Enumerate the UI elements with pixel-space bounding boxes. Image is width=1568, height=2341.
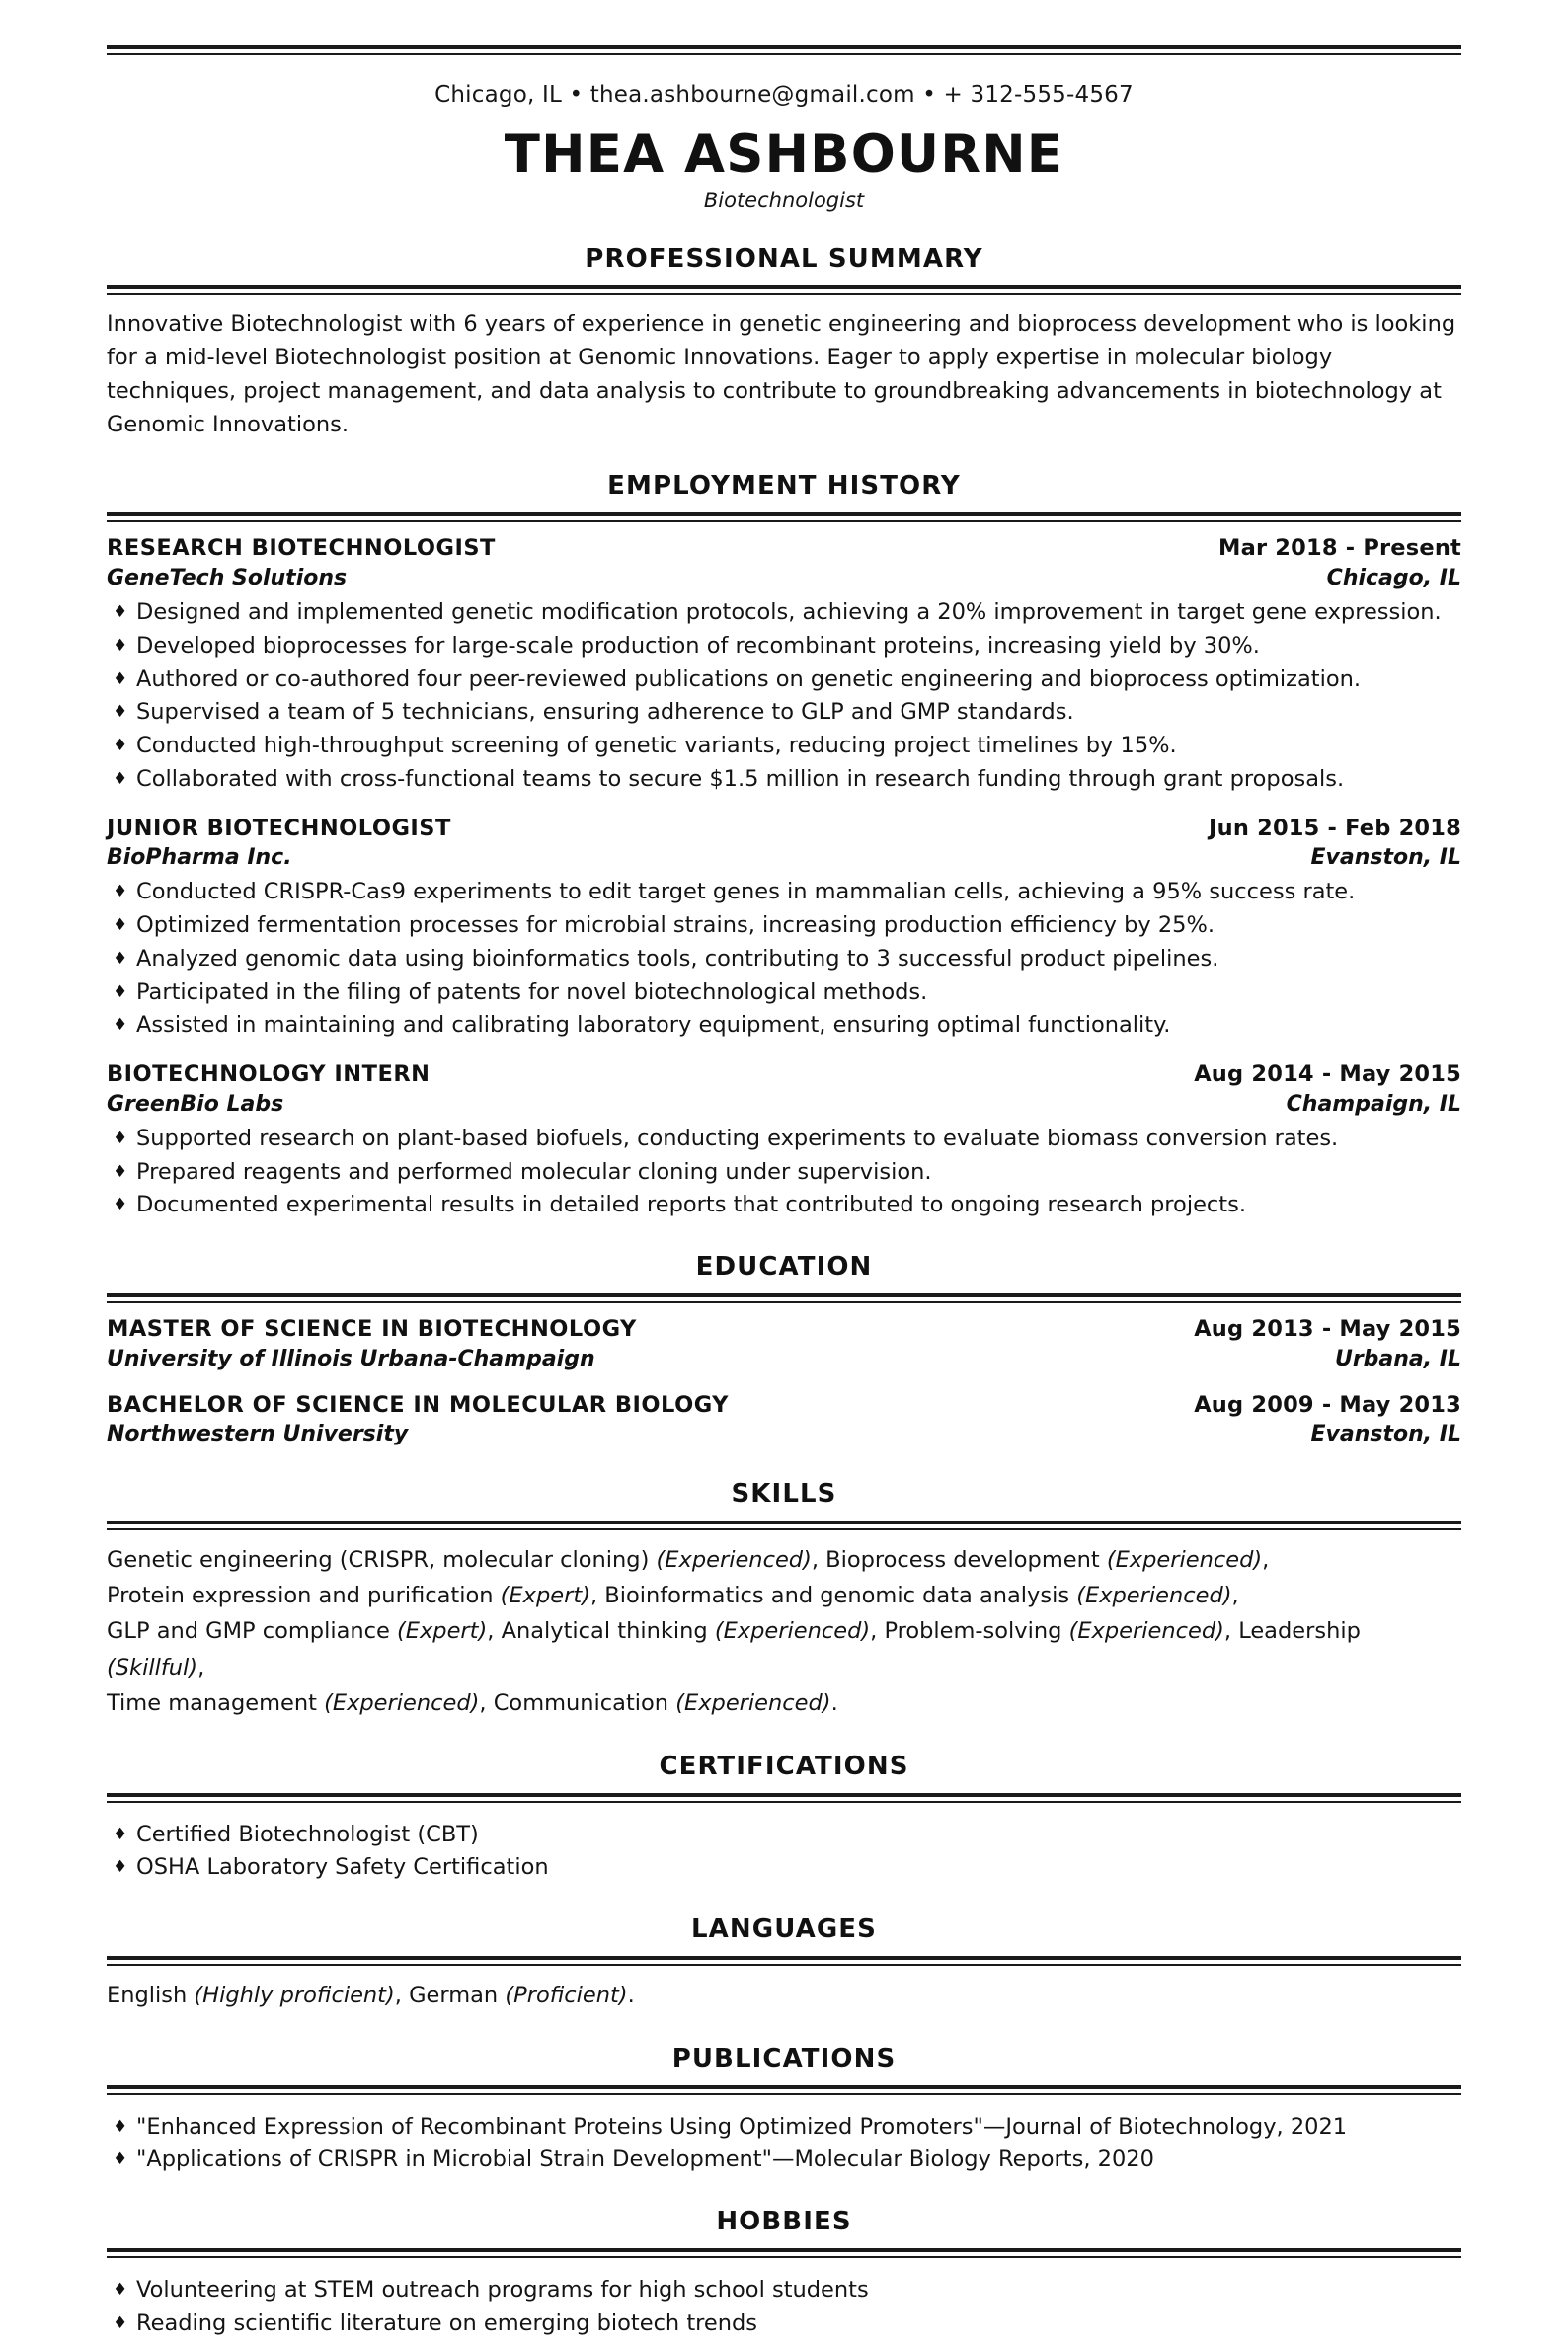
entry-org-row: [107, 843, 1461, 872]
bullet-icon: ♦: [113, 948, 128, 969]
skill-level: (Experienced): [1076, 1582, 1232, 1608]
hobby-item: [107, 2307, 1461, 2341]
bullet-icon: ♦: [113, 1161, 128, 1182]
section-heading-skills: SKILLS: [731, 1478, 837, 1509]
section-rule-hobbies: [107, 2248, 1461, 2258]
section-heading-education: EDUCATION: [695, 1252, 873, 1283]
bullet-icon: ♦: [113, 1015, 128, 1036]
entry-location: Champaign, IL: [1286, 1091, 1461, 1117]
entry-organization: BioPharma Inc.: [107, 845, 292, 871]
entry-bullet-text: Supported research on plant-based biofuels, conducting experiments to evaluate biomass conversion rates.: [136, 1125, 1339, 1151]
entry-bullet: [107, 730, 1461, 763]
education-dates: Aug 2013 - May 2015: [1194, 1316, 1461, 1343]
languages-text: English (Highly proficient), German (Proficient).: [107, 1983, 635, 2009]
skills-line: Genetic engineering (CRISPR, molecular cloning) (Experienced), Bioprocess development (Experienced),: [107, 1546, 1270, 1573]
employment-entry: [107, 815, 1461, 1043]
entry-bullet-list: [107, 1123, 1461, 1222]
bullet-icon: ♦: [113, 2280, 128, 2301]
entry-bullet: [107, 909, 1461, 943]
skill-level: (Experienced): [1106, 1546, 1263, 1573]
certification-item: [107, 1851, 1461, 1885]
bullet-icon: ♦: [113, 882, 128, 902]
skill-level: (Experienced): [656, 1546, 812, 1573]
education-dates: Aug 2009 - May 2013: [1194, 1391, 1461, 1418]
certification-item: [107, 1819, 1461, 1852]
skill-level: (Experienced): [714, 1618, 871, 1645]
employment-entry: [107, 1060, 1461, 1222]
bullet-icon: ♦: [113, 768, 128, 789]
section-rule-certifications: [107, 1793, 1461, 1803]
entry-dates: Aug 2014 - May 2015: [1194, 1061, 1461, 1088]
bullet-icon: ♦: [113, 981, 128, 1002]
publication-item-text: "Enhanced Expression of Recombinant Proteins Using Optimized Promoters"—Journal of Biotechnology, 2021: [136, 2113, 1348, 2140]
entry-role: BIOTECHNOLOGY INTERN: [107, 1061, 431, 1088]
entry-bullet-text: Assisted in maintaining and calibrating laboratory equipment, ensuring optimal functionality.: [136, 1012, 1171, 1039]
entry-bullet-text: Designed and implemented genetic modification protocols, achieving a 20% improvement in target gene expression.: [136, 599, 1442, 626]
section-skills: [107, 1479, 1461, 1722]
publication-item: [107, 2144, 1461, 2177]
resume-header: [107, 81, 1461, 214]
skill-level: (Proficient): [505, 1983, 628, 2009]
entry-bullet: [107, 1123, 1461, 1156]
education-entry: [107, 1391, 1461, 1449]
skill-level: (Experienced): [675, 1690, 831, 1717]
entry-bullet-text: Participated in the filing of patents for novel biotechnological methods.: [136, 978, 928, 1005]
entry-bullet: [107, 696, 1461, 730]
section-hobbies: [107, 2207, 1461, 2341]
education-school: University of Illinois Urbana-Champaign: [107, 1346, 595, 1371]
section-heading-languages: LANGUAGES: [691, 1914, 877, 1945]
bullet-icon: ♦: [113, 702, 128, 723]
bullet-icon: ♦: [113, 635, 128, 656]
entry-bullet: [107, 663, 1461, 697]
entry-bullet: [107, 596, 1461, 630]
section-heading-publications: PUBLICATIONS: [671, 2043, 897, 2073]
section-heading-employment: EMPLOYMENT HISTORY: [607, 471, 961, 502]
skills-line: Time management (Experienced), Communication (Experienced).: [107, 1690, 838, 1717]
summary-text: Innovative Biotechnologist with 6 years of experience in genetic engineering and bioprocess development who is looking for a mid-level Biotechnologist position at Genomic Innovations. Eager to apply expertise in molecular biology techniques, project management, and data analysis to contribute to groundbreaking advancements in biotechnology at Genomic Innovations.: [107, 310, 1456, 438]
skill-level: (Highly proficient): [194, 1983, 395, 2009]
section-rule-publications: [107, 2085, 1461, 2095]
entry-bullet: [107, 976, 1461, 1010]
education-degree-row: [107, 1315, 1461, 1345]
section-languages: [107, 1914, 1461, 2013]
entry-bullet-text: Analyzed genomic data using bioinformatics tools, contributing to 3 successful product pipelines.: [136, 945, 1219, 972]
education-location: Evanston, IL: [1310, 1422, 1461, 1447]
entry-location: Evanston, IL: [1310, 845, 1461, 871]
bullet-icon: ♦: [113, 1857, 128, 1878]
section-heading-certifications: CERTIFICATIONS: [659, 1751, 909, 1781]
certification-item-text: Certified Biotechnologist (CBT): [136, 1821, 479, 1847]
skills-line: Protein expression and purification (Expert), Bioinformatics and genomic data analysis (Experienced),: [107, 1582, 1239, 1608]
entry-bullet-text: Developed bioprocesses for large-scale production of recombinant proteins, increasing yield by 30%.: [136, 632, 1260, 659]
entry-bullet: [107, 630, 1461, 663]
employment-entry: [107, 534, 1461, 796]
bullet-icon: ♦: [113, 2312, 128, 2333]
entry-bullet-text: Prepared reagents and performed molecular cloning under supervision.: [136, 1158, 932, 1185]
entry-dates: Mar 2018 - Present: [1217, 535, 1461, 562]
section-publications: [107, 2044, 1461, 2178]
education-degree: BACHELOR OF SCIENCE IN MOLECULAR BIOLOGY: [107, 1391, 729, 1418]
entry-location: Chicago, IL: [1326, 566, 1461, 591]
entry-role-row: [107, 815, 1461, 844]
publication-item-text: "Applications of CRISPR in Microbial Strain Development"—Molecular Biology Reports, 2020: [136, 2146, 1154, 2173]
section-heading-summary: PROFESSIONAL SUMMARY: [585, 243, 983, 273]
entry-bullet: [107, 1009, 1461, 1043]
entry-bullet: [107, 1156, 1461, 1190]
section-rule-employment: [107, 512, 1461, 522]
skill-level: (Expert): [397, 1618, 488, 1645]
skill-level: (Skillful): [107, 1654, 198, 1680]
bullet-icon: ♦: [113, 1195, 128, 1215]
publication-item: [107, 2111, 1461, 2145]
education-location: Urbana, IL: [1334, 1346, 1461, 1371]
entry-role: JUNIOR BIOTECHNOLOGIST: [107, 815, 451, 841]
education-entry: [107, 1315, 1461, 1373]
entry-bullet-text: Conducted CRISPR-Cas9 experiments to edit target genes in mammalian cells, achieving a 95% success rate.: [136, 879, 1356, 905]
entry-role-row: [107, 1060, 1461, 1090]
bullet-icon: ♦: [113, 1824, 128, 1844]
section-rule-summary: [107, 285, 1461, 295]
hobbies-list: [107, 2274, 1461, 2341]
entry-org-row: [107, 1090, 1461, 1119]
entry-bullet-text: Supervised a team of 5 technicians, ensuring adherence to GLP and GMP standards.: [136, 699, 1074, 726]
entry-role-row: [107, 534, 1461, 564]
employment-entries: [107, 522, 1461, 1222]
page-title: THEA ASHBOURNE: [504, 123, 1064, 185]
education-school-row: [107, 1345, 1461, 1373]
entry-bullet-list: [107, 876, 1461, 1043]
entry-organization: GeneTech Solutions: [107, 566, 348, 591]
skills-line: GLP and GMP compliance (Expert), Analytical thinking (Experienced), Problem-solving (Experienced), Leadership (Skillful),: [107, 1618, 1361, 1680]
bullet-icon: ♦: [113, 1128, 128, 1148]
bullet-icon: ♦: [113, 668, 128, 689]
entry-dates: Jun 2015 - Feb 2018: [1209, 815, 1461, 841]
section-rule-languages: [107, 1956, 1461, 1966]
section-rule-skills: [107, 1521, 1461, 1530]
section-professional-summary: [107, 244, 1461, 442]
certification-item-text: OSHA Laboratory Safety Certification: [136, 1854, 549, 1881]
certifications-list: [107, 1819, 1461, 1886]
entry-bullet: [107, 876, 1461, 909]
entry-bullet-list: [107, 596, 1461, 797]
bullet-icon: ♦: [113, 2149, 128, 2170]
entry-bullet: [107, 1189, 1461, 1222]
skill-level: (Experienced): [1068, 1618, 1224, 1645]
entry-org-row: [107, 564, 1461, 592]
hobby-item-text: Volunteering at STEM outreach programs for high school students: [136, 2277, 869, 2303]
education-degree: MASTER OF SCIENCE IN BIOTECHNOLOGY: [107, 1316, 637, 1343]
education-degree-row: [107, 1391, 1461, 1421]
section-education: [107, 1252, 1461, 1448]
section-rule-education: [107, 1293, 1461, 1303]
entry-bullet-text: Optimized fermentation processes for microbial strains, increasing production efficiency by 25%.: [136, 912, 1215, 939]
entry-bullet-text: Conducted high-throughput screening of genetic variants, reducing project timelines by 15%.: [136, 733, 1177, 759]
skills-list: [107, 1530, 1461, 1722]
hobby-item: [107, 2274, 1461, 2307]
entry-bullet: [107, 943, 1461, 976]
bullet-icon: ♦: [113, 736, 128, 756]
contact-line: Chicago, IL • thea.ashbourne@gmail.com • + 312-555-4567: [434, 82, 1134, 108]
education-school: Northwestern University: [107, 1422, 409, 1447]
section-heading-hobbies: HOBBIES: [716, 2207, 852, 2237]
section-certifications: [107, 1752, 1461, 1886]
bullet-icon: ♦: [113, 2116, 128, 2137]
section-employment-history: [107, 471, 1461, 1222]
education-school-row: [107, 1420, 1461, 1448]
entry-bullet-text: Collaborated with cross-functional teams to secure $1.5 million in research funding through grant proposals.: [136, 765, 1345, 792]
education-entries: [107, 1303, 1461, 1448]
job-title: Biotechnologist: [703, 189, 865, 213]
skill-level: (Experienced): [324, 1690, 480, 1717]
publications-list: [107, 2111, 1461, 2178]
entry-bullet-text: Authored or co-authored four peer-reviewed publications on genetic engineering and bioprocess optimization.: [136, 665, 1362, 692]
bullet-icon: ♦: [113, 915, 128, 936]
entry-organization: GreenBio Labs: [107, 1091, 284, 1117]
skill-level: (Expert): [500, 1582, 590, 1608]
entry-role: RESEARCH BIOTECHNOLOGIST: [107, 535, 496, 562]
entry-bullet-text: Documented experimental results in detailed reports that contributed to ongoing research projects.: [136, 1192, 1246, 1218]
hobby-item-text: Reading scientific literature on emerging biotech trends: [136, 2309, 758, 2336]
entry-bullet: [107, 763, 1461, 797]
bullet-icon: ♦: [113, 602, 128, 623]
page-top-rule: [107, 45, 1461, 55]
